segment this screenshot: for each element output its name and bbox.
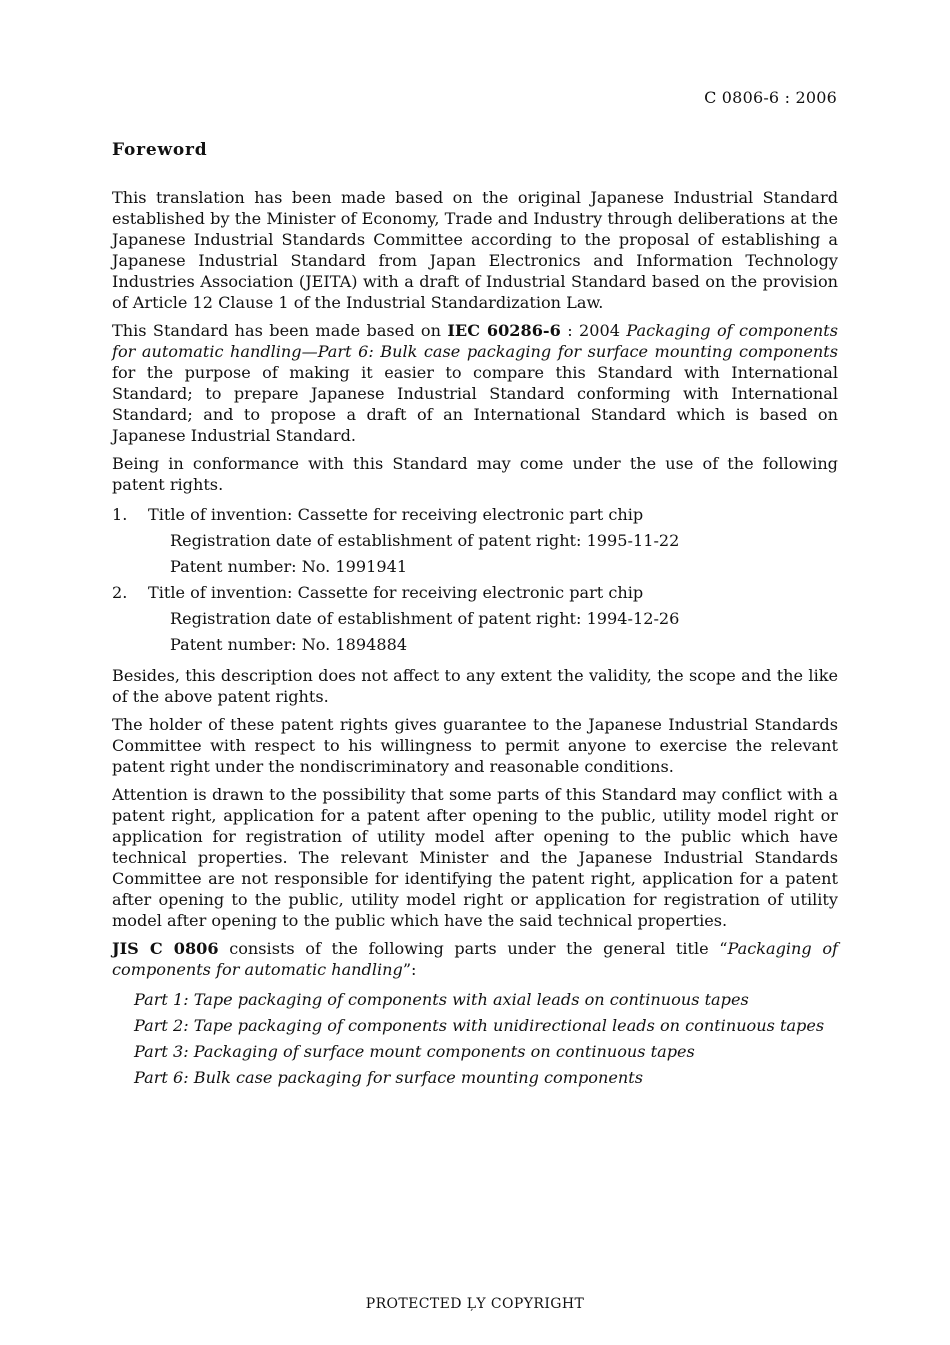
paragraph-holder-guarantee: The holder of these patent rights gives guarantee to the Japanese Industrial Standards Committee with respect to his willingness to permit anyone to exercise the relevant patent right under the nondiscriminatory and reasonable conditions.: [112, 715, 838, 776]
patent-item: [112, 502, 838, 580]
patent-number-label: 1.: [112, 505, 128, 524]
patent-number: Patent number: No. 1894884: [170, 635, 408, 654]
basis-rest: for the purpose of making it easier to compare this Standard with International Standard; to prepare Japanese Industrial Standard conforming with International Standard; and to propose a draft of an International Standard which is based on Japanese Industrial Standard.: [112, 363, 838, 445]
section-title: Foreword: [112, 140, 208, 160]
part-item: Part 3: Packaging of surface mount components on continuous tapes: [134, 1042, 695, 1061]
iec-title: Packaging of components for automatic handling—Part 6: Bulk case packaging for surface mounting components: [112, 321, 838, 361]
patent-title: Title of invention: Cassette for receiving electronic part chip: [148, 505, 644, 524]
patent-item: [112, 580, 838, 658]
paragraph-translation-note: This translation has been made based on the original Japanese Industrial Standard established by the Minister of Economy, Trade and Industry through deliberations at the Japanese Industrial Standards Committee according to the proposal of establishing a Japanese Industrial Standard from Japan Electronics and Information Technology Industries Association (JEITA) with a draft of Industrial Standard based on the provision of Article 12 Clause 1 of the Industrial Standardization Law.: [112, 188, 838, 312]
iec-year: : 2004: [560, 321, 627, 340]
part-item: Part 2: Tape packaging of components with unidirectional leads on continuous tapes: [134, 1016, 825, 1035]
patent-date: Registration date of establishment of patent right: 1995-11-22: [170, 531, 680, 550]
copyright-footer: PROTECTED ĻY COPYRIGHT: [365, 1296, 585, 1312]
paragraph-attention: Attention is drawn to the possibility that some parts of this Standard may conflict with a patent right, application for a patent after opening to the public, utility model right or application for registration of utility model after opening to the public which have technical properties. The relevant Minister and the Japanese Industrial Standards Committee are not responsible for identifying the patent right, application for a patent after opening to the public, utility model right or application for registration of utility model after opening to the public which have the said technical properties.: [112, 785, 838, 930]
jis-reference: JIS C 0806: [112, 939, 219, 958]
paragraph-basis: [112, 320, 838, 446]
part-item: Part 1: Tape packaging of components with axial leads on continuous tapes: [134, 990, 749, 1009]
paragraph-patent-intro: Being in conformance with this Standard may come under the use of the following patent rights.: [112, 454, 838, 494]
foreword-section: [112, 138, 838, 1091]
patent-date: Registration date of establishment of patent right: 1994-12-26: [170, 609, 680, 628]
basis-lead: This Standard has been made based on: [112, 321, 448, 340]
parts-list: [112, 987, 838, 1091]
general-title: Packaging of components for automatic handling: [112, 939, 838, 979]
patent-title: Title of invention: Cassette for receiving electronic part chip: [148, 583, 644, 602]
part-item: Part 6: Bulk case packaging for surface mounting components: [134, 1068, 643, 1087]
patent-list: [112, 502, 838, 658]
document-id: C 0806-6 : 2006: [704, 88, 837, 107]
patent-number: Patent number: No. 1991941: [170, 557, 408, 576]
patent-number-label: 2.: [112, 583, 128, 602]
iec-reference: IEC 60286-6: [447, 321, 561, 340]
paragraph-validity: Besides, this description does not affect to any extent the validity, the scope and the like of the above patent rights.: [112, 666, 838, 706]
paragraph-parts-intro: JIS C 0806 consists of the following parts under the general title “Packaging of components for automatic handling”:: [112, 939, 838, 979]
